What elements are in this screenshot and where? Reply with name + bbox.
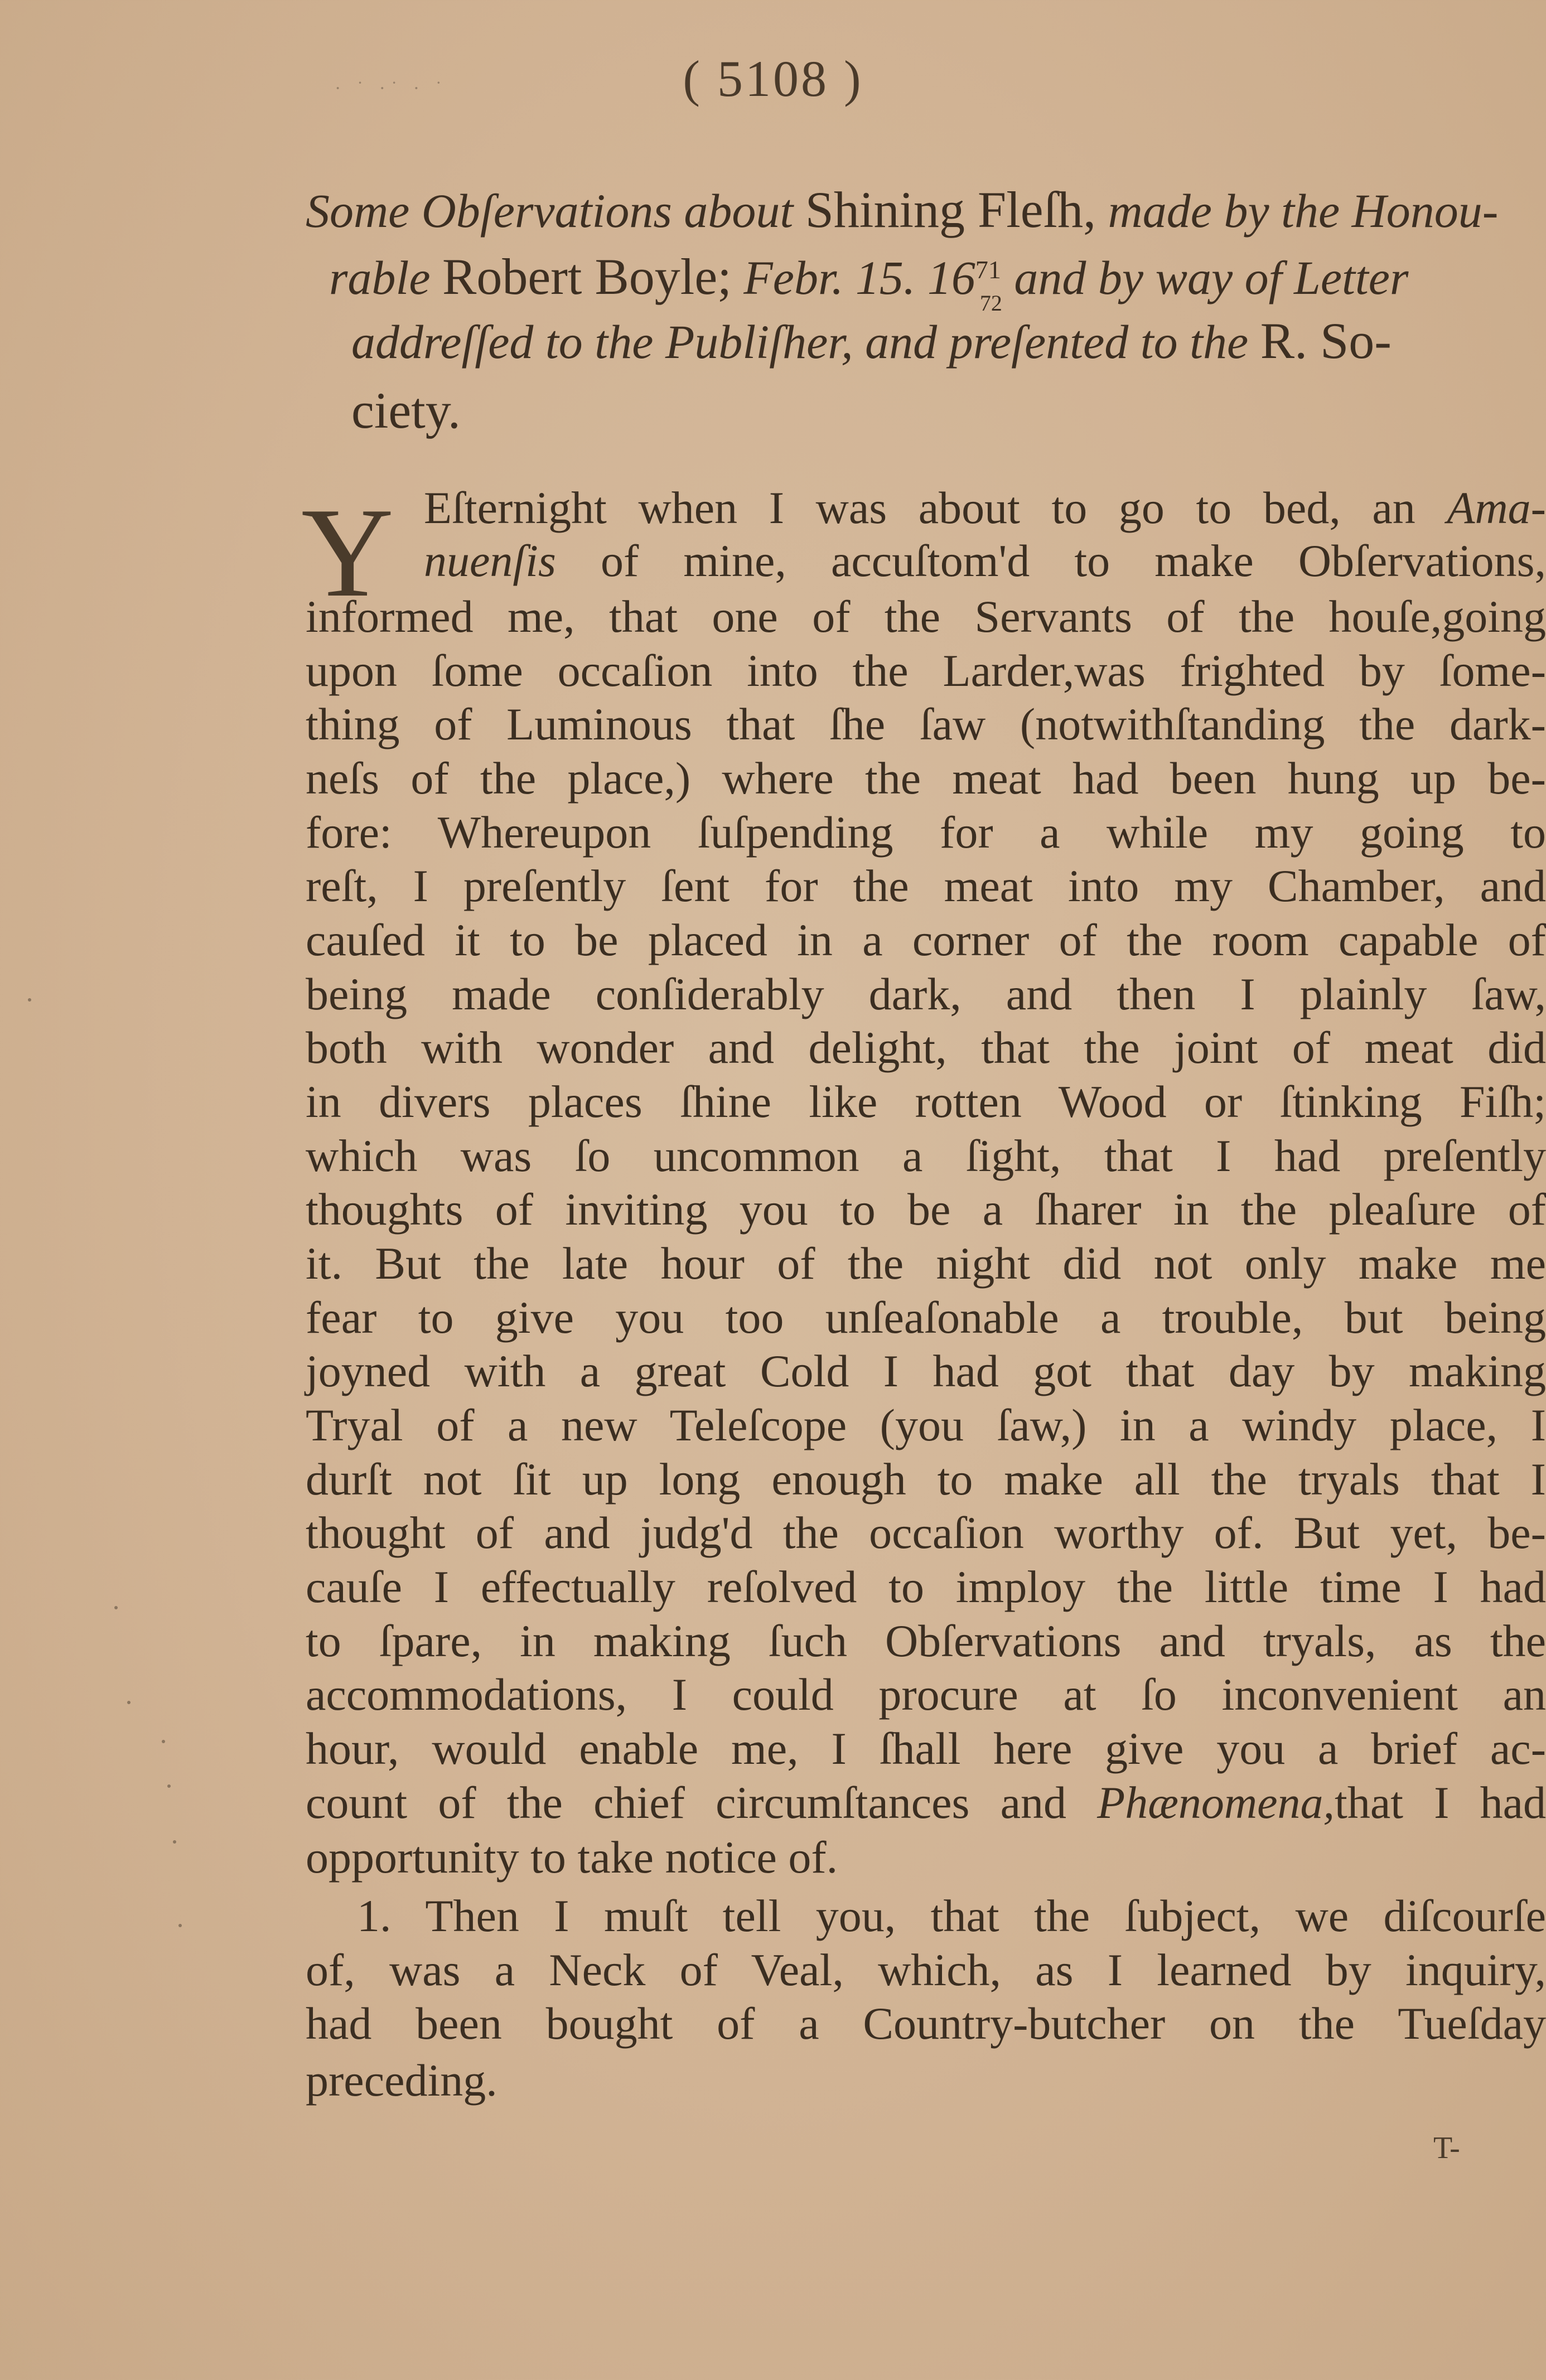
body-line — [424, 535, 1546, 586]
body-line: neſs of the place,) where the meat had been hung up be- — [306, 753, 1546, 804]
margin-speck — [173, 1840, 176, 1844]
margin-speck — [162, 1740, 165, 1743]
line-italic: Ama- — [1447, 482, 1546, 533]
line-text: that I had — [1335, 1777, 1546, 1828]
date-year-sup: 71 — [975, 255, 1001, 284]
margin-speck — [178, 1924, 182, 1927]
body-line: reſt, I preſently ſent for the meat into my Chamber, and — [306, 860, 1546, 911]
body-line: thought of and judg'd the occaſion worthy of. But yet, be- — [306, 1507, 1546, 1558]
body-line: it. But the late hour of the night did not only make me — [306, 1238, 1546, 1289]
body-line: of, was a Neck of Veal, which, as I learned by inquiry, — [306, 1944, 1546, 1995]
title-roman: ciety. — [351, 382, 461, 439]
body-line: fear to give you too unſeaſonable a trouble, but being — [306, 1292, 1546, 1343]
title-roman: Shining Fleſh, — [805, 181, 1096, 238]
line-text: of mine, accuſtom'd to make Obſervations, — [555, 535, 1546, 586]
body-line: hour, would enable me, I ſhall here give you a brief ac- — [306, 1723, 1546, 1774]
catchword: T- — [1433, 2131, 1460, 2165]
body-line: cauſe I effectually reſolved to imploy the little time I had — [306, 1561, 1546, 1612]
margin-speck — [167, 1784, 171, 1788]
body-line: had been bought of a Country-butcher on the Tueſday — [306, 1998, 1546, 2049]
line-italic: Phænomena, — [1097, 1777, 1335, 1828]
body-line: to ſpare, in making ſuch Obſervations and tryals, as the — [306, 1615, 1546, 1666]
body-line: cauſed it to be placed in a corner of the room capable of — [306, 915, 1546, 965]
body-line: thing of Luminous that ſhe ſaw (notwithſtanding the dark- — [306, 699, 1546, 749]
body-line — [424, 482, 1546, 533]
body-line: which was ſo uncommon a ſight, that I had preſently — [306, 1130, 1546, 1181]
body-line: thoughts of inviting you to be a ſharer in the pleaſure of — [306, 1184, 1546, 1235]
body-line: opportunity to take notice of. — [306, 1832, 838, 1883]
margin-speck — [28, 998, 31, 1002]
print-specks: · ˙ ·˙ · ˙ — [335, 78, 447, 99]
body-line: upon ſome occaſion into the Larder,was frighted by ſome- — [306, 645, 1546, 696]
title-italic: Some Obſervations about — [306, 184, 805, 238]
body-line — [306, 1777, 1546, 1828]
title-italic: rable — [329, 251, 443, 304]
body-line: preceding. — [306, 2055, 497, 2106]
line-italic: nuenſis — [424, 535, 556, 586]
line-text: count of the chief circumſtances and — [306, 1777, 1098, 1828]
title-italic: and by way of Letter — [1002, 251, 1409, 304]
page-number: ( 5108 ) — [683, 50, 863, 107]
drop-cap: Y — [301, 481, 394, 623]
title-date: Febr. 15. 16 — [731, 251, 975, 304]
body-line: durſt not ſit up long enough to make all the tryals that I — [306, 1454, 1546, 1505]
title-italic: addreſſed to the Publiſher, and preſented to the — [351, 315, 1260, 369]
title-line-4 — [351, 382, 1546, 439]
title-line-1 — [306, 181, 1546, 238]
body-line: informed me, that one of the Servants of the houſe,going — [306, 591, 1546, 642]
body-line: both with wonder and delight, that the joint of meat did — [306, 1022, 1546, 1073]
title-roman: R. So- — [1260, 312, 1392, 369]
numbered-paragraph-line: 1. Then I muſt tell you, that the ſubject, we diſcourſe — [357, 1890, 1546, 1941]
body-line: being made conſiderably dark, and then I plainly ſaw, — [306, 969, 1546, 1019]
author-name: Robert Boyle; — [442, 248, 732, 305]
title-line-2 — [329, 248, 1546, 316]
body-line: accommodations, I could procure at ſo inconvenient an — [306, 1669, 1546, 1720]
margin-speck — [127, 1701, 131, 1704]
line-text: Eſternight when I was about to go to bed, an — [424, 482, 1447, 533]
body-line: in divers places ſhine like rotten Wood or ſtinking Fiſh; — [306, 1076, 1546, 1127]
title-italic: made by the Honou- — [1096, 184, 1499, 238]
body-line: fore: Whereupon ſuſpending for a while my going to — [306, 807, 1546, 858]
body-line: Tryal of a new Teleſcope (you ſaw,) in a windy place, I — [306, 1400, 1546, 1450]
margin-speck — [114, 1606, 118, 1609]
body-line: joyned with a great Cold I had got that day by making — [306, 1346, 1546, 1396]
date-year-sub: 72 — [979, 291, 1002, 316]
title-line-3 — [351, 312, 1546, 369]
